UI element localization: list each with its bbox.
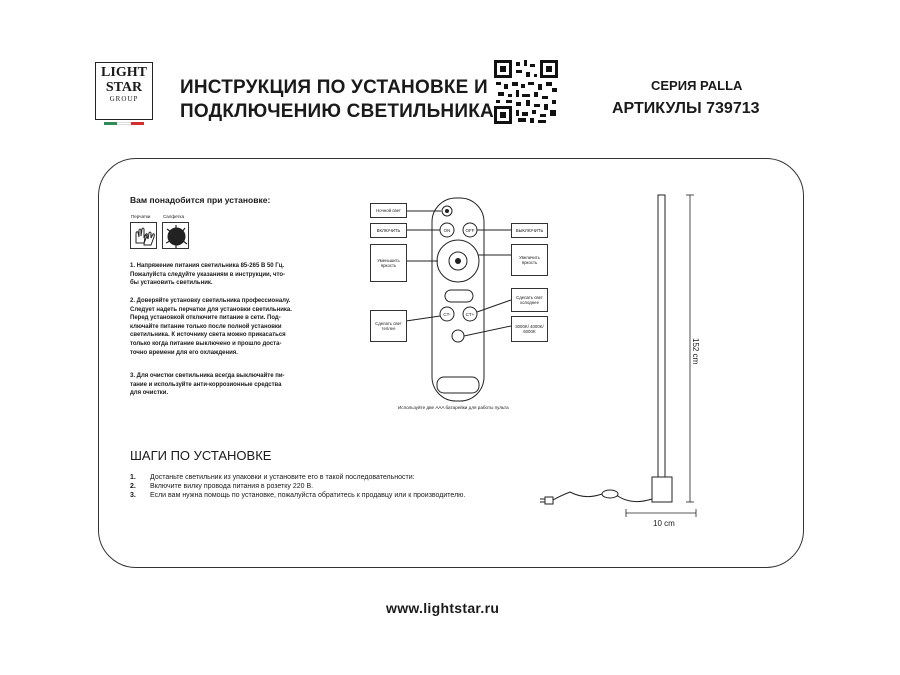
logo-line3: GROUP	[109, 95, 139, 103]
step-text: Включите вилку провода питания в розетку 220 В.	[150, 483, 314, 490]
callout-color-temps: 3000K/ 4000K/ 6000K	[511, 316, 548, 342]
off-button-label: OFF	[465, 228, 475, 233]
tool-label-cloth: Салфетка	[163, 214, 185, 219]
steps-title: ШАГИ ПО УСТАНОВКЕ	[130, 448, 272, 463]
article-number: АРТИКУЛЫ 739713	[612, 100, 760, 117]
document-title	[180, 76, 494, 124]
callout-off: ВЫКЛЮЧИТЬ	[511, 223, 548, 238]
step-text: Достаньте светильник из упаковки и установите его в такой последовательности:	[150, 474, 415, 481]
website-link[interactable]: www.lightstar.ru	[386, 600, 500, 616]
requirements-heading: Вам понадобится при установке:	[130, 195, 271, 205]
brand-logo	[95, 62, 153, 120]
step-number: 2.	[130, 483, 136, 490]
italian-flag-stripe	[104, 122, 144, 125]
title-line1: ИНСТРУКЦИЯ ПО УСТАНОВКЕ И	[180, 77, 488, 98]
step-number: 1.	[130, 474, 136, 481]
callout-warmer: Сделать свет теплее	[370, 310, 407, 342]
callout-cooler: Сделать свет холоднее	[511, 288, 548, 312]
step-item	[130, 474, 415, 481]
logo-line2: STAR	[105, 80, 143, 95]
step-item	[130, 483, 313, 490]
on-button-label: ON	[443, 228, 451, 233]
callout-night-light: Ночной свет	[370, 203, 407, 218]
callout-on: ВКЛЮЧИТЬ	[370, 223, 407, 238]
step-item	[130, 492, 465, 499]
callout-dim-up: Увеличить яркость	[511, 244, 548, 276]
gloves-icon	[130, 222, 157, 249]
ct-minus-label: CT-	[443, 312, 451, 317]
title-line2: ПОДКЛЮЧЕНИЮ СВЕТИЛЬНИКА	[180, 101, 494, 122]
tool-label-gloves: Перчатки	[131, 214, 151, 219]
series-label: СЕРИЯ PALLA	[651, 78, 743, 93]
ct-plus-label: CT+	[465, 312, 475, 317]
height-label: 152 cm	[691, 338, 700, 365]
cloth-icon	[162, 222, 189, 249]
qr-code	[494, 60, 558, 124]
step-number: 3.	[130, 492, 136, 499]
requirement-paragraph-2: 2. Доверяйте установку светильника профессионалу. Следует надеть перчатки для установки светильника. Перед установкой отключите питание в сети. Под- ключайте питание только после полной установки светильника. К источнику света можно прикасаться только когда питание выключено и прошло доста- точно времени для его охлаждения.	[130, 298, 292, 356]
battery-note: Используйте две AAA батарейки для работы пульта	[398, 405, 509, 410]
width-label: 10 cm	[653, 519, 675, 528]
callout-dim-down: Уменьшить яркость	[370, 244, 407, 282]
logo-line1: LIGHT	[101, 65, 147, 80]
requirement-paragraph-3: 3. Для очистки светильника всегда выключайте пи- тание и используйте анти-коррозионные средства для очистки.	[130, 373, 285, 397]
requirement-paragraph-1: 1. Напряжение питания светильника 85-265 В 50 Гц. Пожалуйста следуйте указаниям в инструкции, что- бы установить светильник.	[130, 263, 286, 287]
step-text: Если вам нужна помощь по установке, пожалуйста обратитесь к продавцу или к производителю.	[150, 492, 466, 499]
